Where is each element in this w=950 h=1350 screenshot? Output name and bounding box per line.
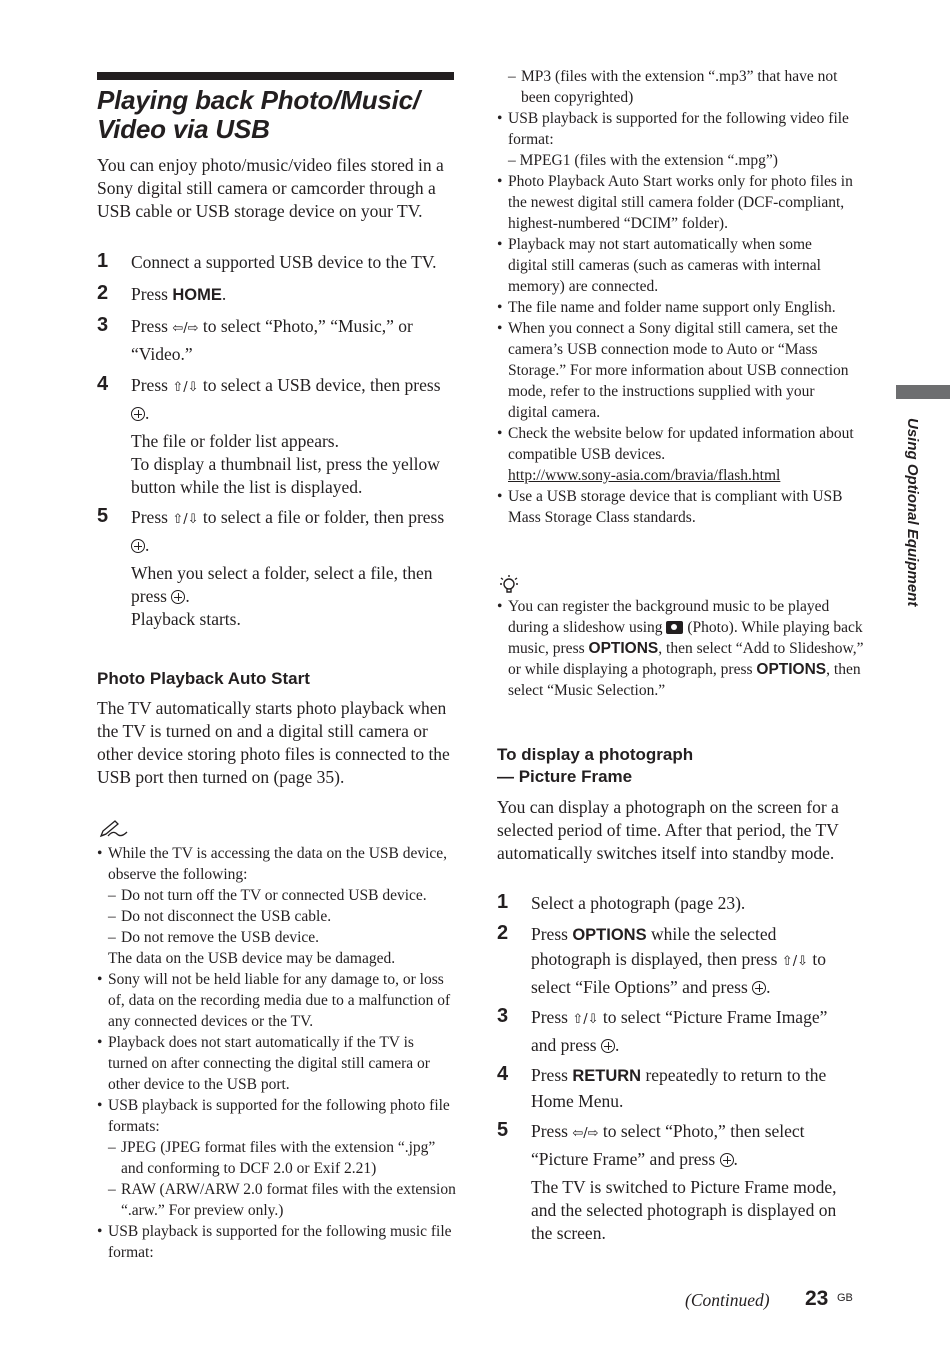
note-item: • While the TV is accessing the data on the USB device, observe the following: bbox=[97, 843, 457, 885]
note-item: • Photo Playback Auto Start works only for photo files in the newest digital still camera folder (DCF-compliant, highest-numbered “DCIM” folder). bbox=[497, 171, 855, 234]
picture-frame-text: You can display a photograph on the screen for a selected period of time. After that period, the TV automatically switches itself into standby mode. bbox=[497, 797, 839, 863]
return-key: RETURN bbox=[572, 1067, 642, 1085]
left-notes bbox=[97, 843, 457, 1263]
frame-steps-list bbox=[497, 891, 855, 1245]
up-down-arrows-icon: ⇧/⇩ bbox=[781, 954, 808, 969]
enter-button-icon bbox=[601, 1039, 615, 1053]
section-tab bbox=[896, 385, 950, 399]
frame-step-1: 1 Select a photograph (page 23). bbox=[497, 891, 746, 913]
camera-icon bbox=[666, 621, 683, 634]
pencil-note-icon bbox=[99, 820, 129, 838]
note-item: • USB playback is supported for the following photo file formats: bbox=[97, 1095, 457, 1137]
note-item: • Playback may not start automatically when some digital still cameras (such as cameras with internal memory) are connected. bbox=[497, 234, 855, 297]
region-code: GB bbox=[837, 1292, 853, 1304]
lightbulb-tip-icon bbox=[499, 574, 519, 594]
up-down-arrows-icon: ⇧/⇩ bbox=[572, 1012, 599, 1027]
side-section-label: Using Optional Equipment bbox=[904, 418, 921, 607]
options-key: OPTIONS bbox=[572, 925, 647, 944]
home-key: HOME bbox=[172, 285, 222, 304]
note-sub-item: – RAW (ARW/ARW 2.0 format files with the extension “.arw.” For preview only.) bbox=[108, 1181, 456, 1219]
note-item: • Playback does not start automatically if the TV is turned on after connecting the digital still camera or other device to the USB port. bbox=[97, 1032, 457, 1095]
up-down-arrows-icon: ⇧/⇩ bbox=[172, 512, 199, 527]
left-right-arrows-icon: ⇦/⇨ bbox=[572, 1126, 599, 1141]
note-item: • Use a USB storage device that is compliant with USB Mass Storage Class standards. bbox=[497, 486, 855, 528]
note-continuation: The data on the USB device may be damaged. bbox=[108, 950, 396, 967]
enter-button-icon bbox=[720, 1153, 734, 1167]
title-rule bbox=[97, 72, 454, 80]
frame-step-5-result: The TV is switched to Picture Frame mode, and the selected photograph is displayed on the screen. bbox=[531, 1177, 837, 1243]
website-link[interactable]: http://www.sony-asia.com/bravia/flash.html bbox=[508, 467, 781, 484]
tip-item: • You can register the background music to be played during a slideshow using (Photo). While playing back music, press OPTIONS, then select “Add to Slideshow,” or while displaying a photograph, press OPTIONS, then select “Music Selection.” bbox=[497, 596, 866, 701]
note-item: • The file name and folder name support only English. bbox=[497, 297, 855, 318]
intro-text: You can enjoy photo/music/video files stored in a Sony digital still camera or camcorder through a USB cable or USB storage device on your TV. bbox=[97, 155, 444, 221]
up-down-arrows-icon: ⇧/⇩ bbox=[172, 380, 199, 395]
note-item: • USB playback is supported for the following video file format: bbox=[497, 108, 855, 150]
right-notes bbox=[497, 66, 855, 528]
note-item: • Check the website below for updated information about compatible USB devices. http://www.sony-asia.com/bravia/flash.html bbox=[497, 423, 855, 486]
enter-button-icon bbox=[171, 590, 185, 604]
page-number: 23 bbox=[805, 1287, 829, 1310]
title-line-2: Video via USB bbox=[97, 114, 270, 144]
note-item: • Sony will not be held liable for any damage to, or loss of, data on the recording media due to a malfunction of any connected devices or the TV. bbox=[97, 969, 457, 1032]
step-4-result: The file or folder list appears. To display a thumbnail list, press the yellow button while the list is displayed. bbox=[131, 431, 440, 497]
note-sub-item: – Do not remove the USB device. bbox=[108, 929, 320, 946]
continued-label: (Continued) bbox=[685, 1290, 770, 1310]
frame-step-4: 4 Press RETURN repeatedly to return to the Home Menu. bbox=[497, 1063, 827, 1111]
auto-start-heading: Photo Playback Auto Start bbox=[97, 669, 310, 688]
enter-button-icon bbox=[752, 981, 766, 995]
note-sub-item: – MP3 (files with the extension “.mp3” that have not been copyrighted) bbox=[508, 68, 838, 106]
left-right-arrows-icon: ⇦/⇨ bbox=[172, 321, 199, 336]
enter-button-icon bbox=[131, 539, 145, 553]
note-item: • USB playback is supported for the following music file format: bbox=[97, 1221, 457, 1263]
enter-button-icon bbox=[131, 407, 145, 421]
steps-list bbox=[97, 250, 457, 631]
picture-frame-heading: To display a photograph — Picture Frame bbox=[497, 745, 694, 786]
page-title bbox=[97, 86, 457, 144]
auto-start-text: The TV automatically starts photo playback when the TV is turned on and a digital still camera or other device storing photo files is connected to the USB port then turned on (page 35). bbox=[97, 698, 450, 787]
note-item: • When you connect a Sony digital still camera, set the camera’s USB connection mode to Auto or “Mass Storage.” For more information about USB connection mode, refer to the instructions supplied with your digital camera. bbox=[497, 318, 855, 423]
note-sub-item: – MPEG1 (files with the extension “.mpg”) bbox=[508, 152, 778, 169]
frame-step-2: 2 Press OPTIONS while the selected photograph is displayed, then press ⇧/⇩ to select “File Options” and press . bbox=[497, 921, 826, 997]
step-3: 3 Press ⇦/⇨ to select “Photo,” “Music,” or “Video.” bbox=[97, 314, 413, 364]
note-sub-item: – Do not disconnect the USB cable. bbox=[108, 908, 332, 925]
step-1: 1 Connect a supported USB device to the TV. bbox=[97, 250, 437, 272]
frame-step-3: 3 Press ⇧/⇩ to select “Picture Frame Image” and press . bbox=[497, 1005, 828, 1055]
step-5: 5 Press ⇧/⇩ to select a file or folder, then press . When you select a folder, select a file, then press . Playback starts. bbox=[97, 505, 457, 631]
step-4: 4 Press ⇧/⇩ to select a USB device, then press . The file or folder list appears. To display a thumbnail list, press the yellow button while the list is displayed. bbox=[97, 373, 457, 499]
frame-step-5: 5 Press ⇦/⇨ to select “Photo,” then select “Picture Frame” and press . The TV is switched to Picture Frame mode, and the selected photograph is displayed on the screen. bbox=[497, 1119, 855, 1245]
step-2: 2 Press HOME. bbox=[97, 281, 227, 304]
note-sub-item: – JPEG (JPEG format files with the extension “.jpg” and conforming to DCF 2.0 or Exif 2.21) bbox=[108, 1139, 436, 1177]
step-5-result: When you select a folder, select a file, then press . Playback starts. bbox=[131, 563, 433, 629]
note-sub-item: – Do not turn off the TV or connected USB device. bbox=[108, 887, 427, 904]
title-line-1: Playing back Photo/Music/ bbox=[97, 85, 420, 115]
